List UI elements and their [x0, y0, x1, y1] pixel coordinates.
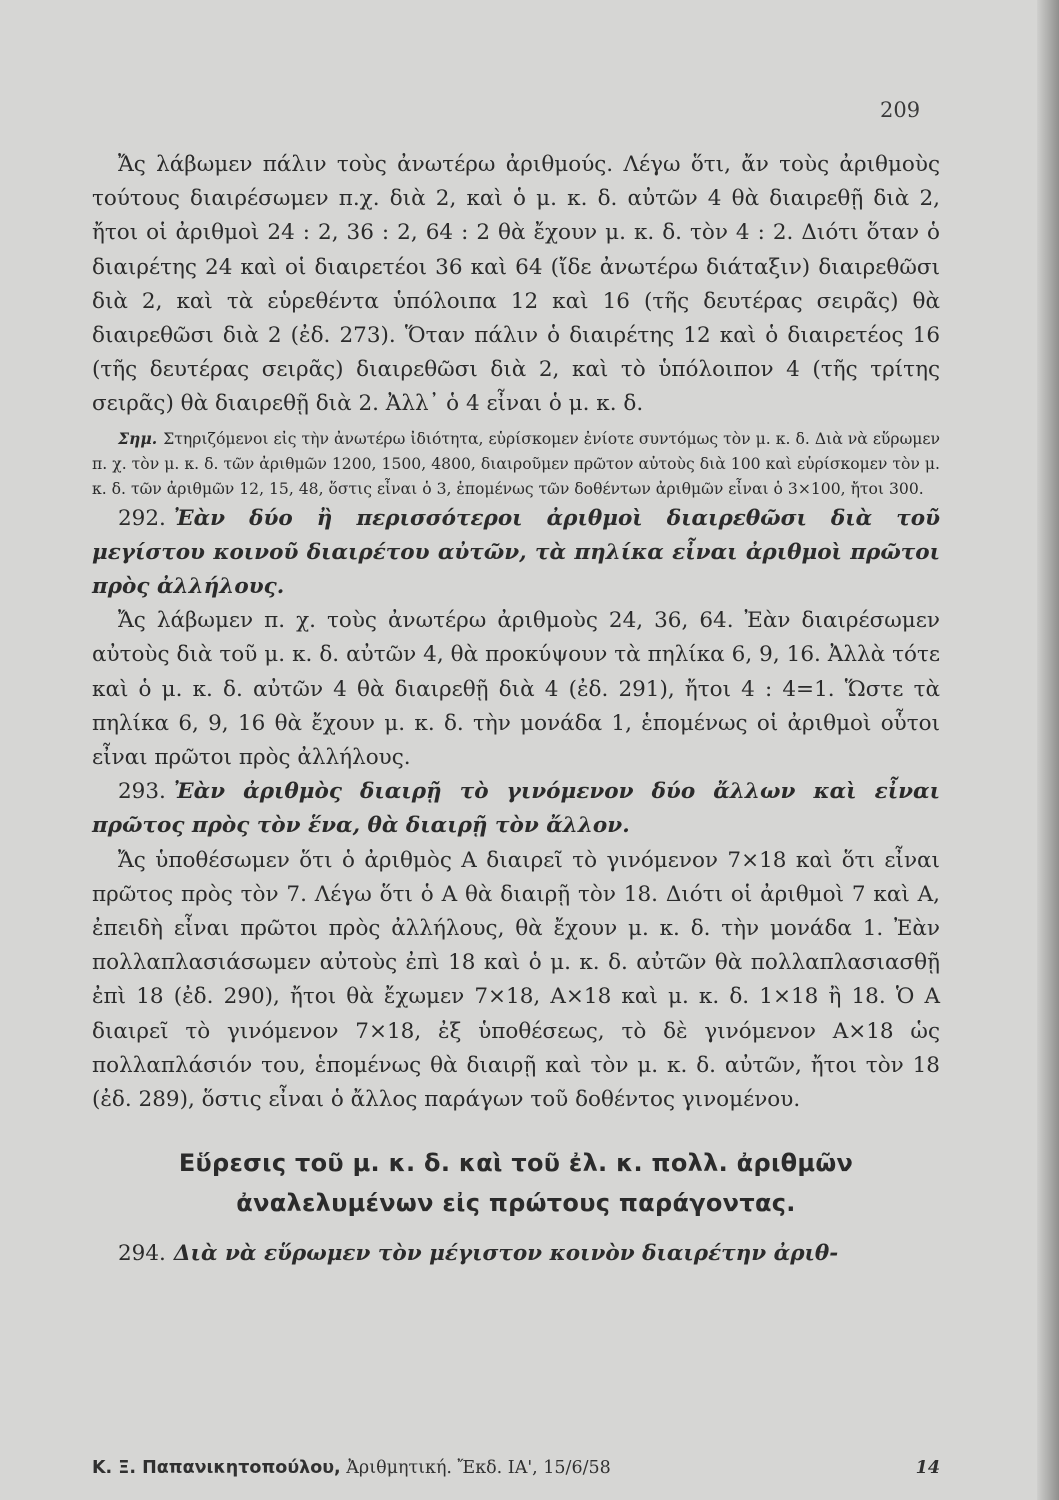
footer-author: Κ. Ξ. Παπανικητοπούλου, — [92, 1458, 341, 1478]
note-label: Σημ. — [118, 428, 158, 448]
section-292-proof: Ἄς λάβωμεν π. χ. τοὺς ἀνωτέρω ἀριθμοὺς 24, 36, 64. Ἐὰν διαιρέσωμεν αὐτοὺς διὰ τοῦ μ. κ. δ. αὐτῶν 4, θὰ προκύψουν τὰ πηλίκα 6, 9, 16. Ἀλλὰ τότε καὶ ὁ μ. κ. δ. αὐτῶν 4 θὰ διαιρεθῇ διὰ 4 (ἐδ. 291), ἤτοι 4 : 4=1. Ὥστε τὰ πηλίκα 6, 9, 16 θὰ ἔχουν μ. κ. δ. τὴν μονάδα 1, ἑπομένως οἱ ἀριθμοὶ οὗτοι εἶναι πρῶτοι πρὸς ἀλλήλους. — [92, 608, 940, 771]
section-292-number: 292. — [118, 505, 166, 531]
section-293-proof: Ἄς ὑποθέσωμεν ὅτι ὁ ἀριθμὸς Α διαιρεῖ τὸ γινόμενον 7×18 καὶ ὅτι εἶναι πρῶτος πρὸς τὸν 7. Λέγω ὅτι ὁ Α θὰ διαιρῇ τὸν 18. Διότι οἱ ἀριθμοὶ 7 καὶ Α, ἐπειδὴ εἶναι πρῶτοι πρὸς ἀλλήλους, θὰ ἔχουν μ. κ. δ. τὴν μονάδα 1. Ἐὰν πολλαπλασιάσωμεν αὐτοὺς ἐπὶ 18 καὶ ὁ μ. κ. δ. αὐτῶν θὰ πολλαπλασιασθῇ ἐπὶ 18 (ἐδ. 290), ἤτοι θὰ ἔχωμεν 7×18, Α×18 καὶ μ. κ. δ. 1×18 ἢ 18. Ὁ Α διαιρεῖ τὸ γινόμενον 7×18, ἐξ ὑποθέσεως, τὸ δὲ γινόμενον Α×18 ὡς πολλαπλάσιόν του, ἑπομένως θὰ διαιρῇ καὶ τὸν μ. κ. δ. αὐτῶν, ἤτοι τὸν 18 (ἐδ. 289), ὅστις εἶναι ὁ ἄλλος παράγων τοῦ δοθέντος γινομένου. — [92, 847, 940, 1113]
section-293-statement: Ἐὰν ἀριθμὸς διαιρῇ τὸ γινόμενον δύο ἄλλων καὶ εἶναι πρῶτος πρὸς τὸν ἕνα, θὰ διαιρῇ τὸν ἄλλον. — [92, 779, 940, 839]
footer-imprint — [92, 1458, 611, 1478]
heading-line-1: Εὕρεσις τοῦ μ. κ. δ. καὶ τοῦ ἐλ. κ. πολλ. ἀριθμῶν — [178, 1149, 854, 1178]
section-294-theorem — [92, 1237, 940, 1271]
page-footer — [92, 1458, 940, 1478]
section-292-theorem — [92, 502, 940, 605]
section-293-number: 293. — [118, 779, 166, 805]
footer-signature: 14 — [915, 1458, 940, 1478]
heading-line-2: ἀναλελυμένων εἰς πρώτους παράγοντας. — [236, 1189, 796, 1218]
note — [92, 426, 940, 502]
paragraph-intro: Ἄς λάβωμεν πάλιν τοὺς ἀνωτέρω ἀριθμούς. Λέγω ὅτι, ἄν τοὺς ἀριθμοὺς τούτους διαιρέσωμεν π.χ. διὰ 2, καὶ ὁ μ. κ. δ. αὐτῶν 4 θὰ διαιρεθῇ διὰ 2, ἤτοι οἱ ἀριθμοὶ 24 : 2, 36 : 2, 64 : 2 θὰ ἔχουν μ. κ. δ. τὸν 4 : 2. Διότι ὅταν ὁ διαιρέτης 24 καὶ οἱ διαιρετέοι 36 καὶ 64 (ἴδε ἀνωτέρω διάταξιν) διαιρεθῶσι διὰ 2, καὶ τὰ εὑρεθέντα ὑπόλοιπα 12 καὶ 16 (τῆς δευτέρας σειρᾶς) θὰ διαιρεθῶσι διὰ 2 (ἐδ. 273). Ὅταν πάλιν ὁ διαιρέτης 12 καὶ ὁ διαιρετέος 16 (τῆς δευτέρας σειρᾶς) διαιρεθῶσι διὰ 2, καὶ τὸ ὑπόλοιπον 4 (τῆς τρίτης σειρᾶς) θὰ διαιρεθῇ διὰ 2. Ἀλλ᾽ ὁ 4 εἶναι ὁ μ. κ. δ. — [92, 152, 940, 417]
section-294-statement: Διὰ νὰ εὕρωμεν τὸν μέγιστον κοινὸν διαιρέτην ἀριθ- — [173, 1241, 839, 1267]
section-292-statement: Ἐὰν δύο ἢ περισσότεροι ἀριθμοὶ διαιρεθῶσι διὰ τοῦ μεγίστου κοινοῦ διαιρέτου αὐτῶν, τὰ πηλίκα εἶναι ἀριθμοὶ πρῶτοι πρὸς ἀλλήλους. — [92, 505, 940, 600]
main-text — [92, 148, 940, 1271]
section-heading — [92, 1143, 940, 1223]
page-number: 209 — [880, 98, 921, 122]
section-294-number: 294. — [118, 1241, 166, 1267]
note-text: Στηριζόμενοι εἰς τὴν ἀνωτέρω ἰδιότητα, εὑρίσκομεν ἐνίοτε συντόμως τὸν μ. κ. δ. Διὰ νὰ εὕρωμεν π. χ. τὸν μ. κ. δ. τῶν ἀριθμῶν 1200, 1500, 4800, διαιροῦμεν πρῶτον αὐτοὺς διὰ 100 καὶ εὑρίσκομεν τὸν μ. κ. δ. τῶν ἀριθμῶν 12, 15, 48, ὅστις εἶναι ὁ 3, ἑπομένως τῶν δοθέντων ἀριθμῶν εἶναι ὁ 3×100, ἤτοι 300. — [92, 429, 940, 498]
page-edge — [1037, 0, 1059, 1500]
section-293-theorem — [92, 775, 940, 843]
footer-book: Ἀριθμητική. Ἔκδ. ΙΑ', 15/6/58 — [346, 1458, 611, 1478]
